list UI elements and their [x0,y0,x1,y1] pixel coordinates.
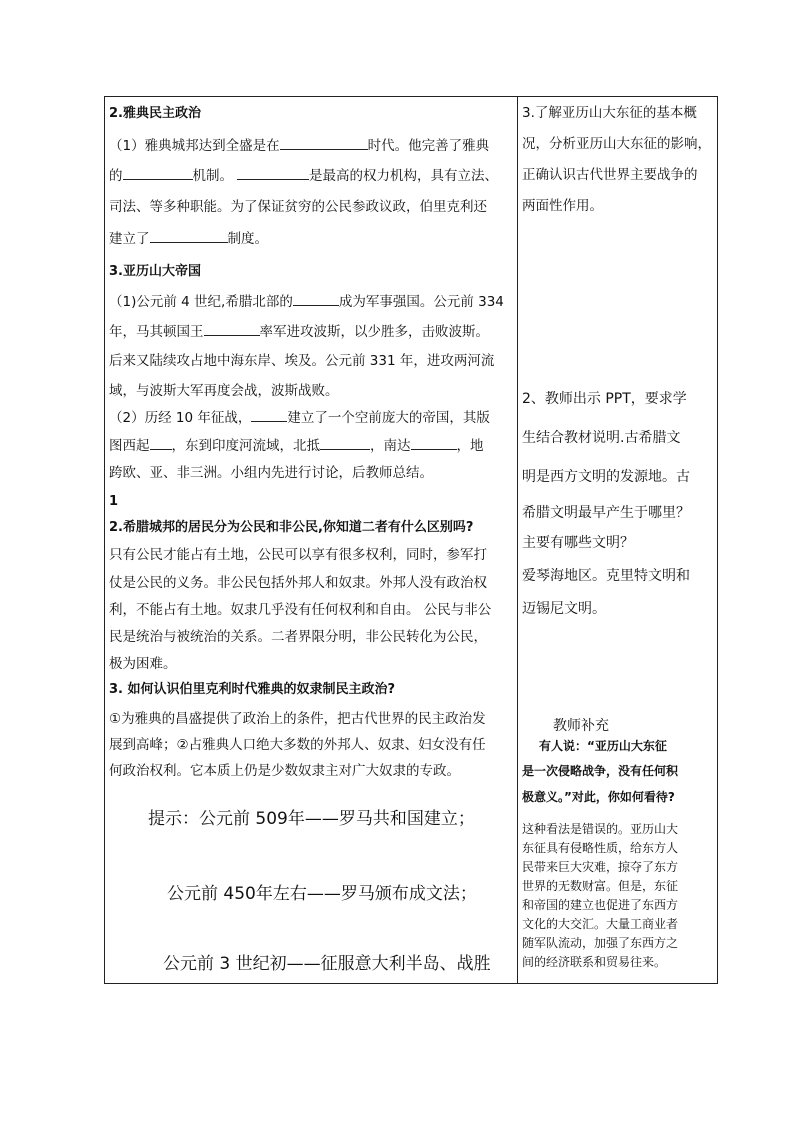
question-3-answer-line: ①为雅典的昌盛提供了政治上的条件，把古代世界的民主政治发 [109,711,486,727]
text: 图西起 [109,438,150,454]
item-number: 1 [109,494,119,509]
fill-blank [411,436,457,450]
text: 的 [109,168,123,184]
teacher-step-2-answer: 迈锡尼文明。 [522,601,606,617]
text: 时代。他完善了雅典 [367,138,490,154]
text: 建立了一个空前庞大的帝国，其版 [287,410,490,426]
question-3-answer-line: 何政治权利。它本质上仍是少数奴隶主对广大奴隶的专政。 [109,763,460,779]
teacher-step-2-line: 希腊文明最早产生于哪里？ [522,505,690,521]
supplement-question-line: 是一次侵略战争，没有任何积 [522,764,679,778]
section-athens-title: 2.雅典民主政治 [109,106,201,121]
supplement-answer-line: 东征具有侵略性质，给东方人 [522,841,679,855]
objective-3-line: 况，分析亚历山大东征的影响， [522,136,711,152]
text: 成为军事强国。公元前 334 [338,294,504,310]
fill-blank [204,322,260,336]
teacher-supplement-title: 教师补充 [553,718,609,734]
alexander-line-3: 后来又陆续攻占地中海东岸、埃及。公元前 331 年，进攻两河流 [109,353,495,369]
question-2-answer-line: 仗是公民的义务。非公民包括外邦人和奴隶。外邦人没有政治权 [109,575,487,591]
fill-blank [123,166,193,180]
fill-blank [237,166,309,180]
supplement-answer-line: 民带来巨大灾难，掠夺了东方 [522,860,679,874]
fill-blank [251,408,287,422]
objective-3-line: 两面性作用。 [522,198,603,214]
athens-paragraph-line-4 [109,229,515,249]
teacher-step-2-line: 2、教师出示 PPT，要求学 [522,391,687,407]
teacher-step-2-answer: 爱琴海地区。克里特文明和 [522,568,690,584]
text: 建立了 [109,231,150,247]
supplement-answer-line: 和帝国的建立也促进了东西方 [522,898,679,912]
text: 是最高的权力机构，具有立法、 [309,168,498,184]
question-3-answer-line: 展到高峰；②占雅典人口绝大多数的外邦人、奴隶、妇女没有任 [109,737,486,753]
text: （1）雅典城邦达到全盛是在 [109,138,280,154]
column-divider [517,96,518,984]
text: 年，马其顿国王 [109,324,204,340]
question-2-answer-line: 只有公民才能占有土地，公民可以享有很多权利，同时，参军打 [109,547,487,563]
fill-blank [320,436,370,450]
text: （1)公元前 4 世纪,希腊北部的 [109,294,293,310]
teacher-step-2-line: 生结合教材说明.古希腊文 [522,430,681,446]
supplement-answer-line: 这种看法是错误的。亚历山大 [522,822,679,836]
alexander-line-2 [109,322,515,342]
question-2-answer-line: 利，不能占有土地。奴隶几乎没有任何权利和自由。 公民与非公 [109,602,492,618]
supplement-answer-line: 间的经济联系和贸易往来。 [522,955,667,969]
text: （2）历经 10 年征战， [109,410,252,426]
question-2-title: 2.希腊城邦的居民分为公民和非公民,你知道二者有什么区别吗? [109,520,474,535]
alexander-line-5 [109,408,515,428]
question-2-answer-line: 极为困难。 [109,656,177,672]
text: ，南达 [370,438,411,454]
teacher-step-2-line: 主要有哪些文明？ [522,535,634,551]
alexander-line-7: 跨欧、亚、非三洲。小组内先进行讨论，后教师总结。 [109,465,433,481]
fill-blank [150,436,172,450]
fill-blank [293,292,339,306]
question-2-answer-line: 民是统治与被统治的关系。二者界限分明，非公民转化为公民， [109,629,487,645]
supplement-answer-line: 文化的大交汇。大量工商业者 [522,917,679,931]
alexander-line-4: 域，与波斯大军再度会战，波斯战败。 [109,383,339,399]
supplement-answer-line: 随军队流动，加强了东西方之 [522,936,679,950]
teacher-step-2-line: 明是西方文明的发源地。古 [522,469,690,485]
alexander-line-6 [109,436,515,456]
athens-paragraph-line-2 [109,166,515,186]
section-alexander-title: 3.亚历山大帝国 [109,264,201,279]
fill-blank [150,229,228,243]
athens-paragraph-line-3: 司法、等多种职能。为了保证贫穷的公民参政议政，伯里克利还 [109,199,487,215]
text: 机制。 [192,168,233,184]
text: 率军进攻波斯，以少胜多，击败波斯。 [259,324,489,340]
athens-paragraph-line-1 [109,136,515,156]
text: ，东到印度河流域，北抵 [171,438,320,454]
supplement-answer-line: 世界的无数财富。但是，东征 [522,879,679,893]
fill-blank [280,136,368,150]
question-3-title: 3. 如何认识伯里克利时代雅典的奴隶制民主政治? [109,682,396,697]
hint-line-1: 提示：公元前 509年——罗马共和国建立； [148,809,475,829]
supplement-question-line: 有人说：“亚历山大东征 [539,739,667,753]
text: 制度。 [227,231,268,247]
text: ，地 [456,438,484,454]
alexander-line-1 [109,292,515,312]
hint-line-2: 公元前 450年左右——罗马颁布成文法； [167,884,477,904]
supplement-question-line: 极意义。”对此，你如何看待? [522,790,675,804]
objective-3-line: 正确认识古代世界主要战争的 [522,167,698,183]
objective-3-line: 3.了解亚历山大东征的基本概 [522,105,697,121]
hint-line-3: 公元前 3 世纪初——征服意大利半岛、战胜 [163,954,491,974]
